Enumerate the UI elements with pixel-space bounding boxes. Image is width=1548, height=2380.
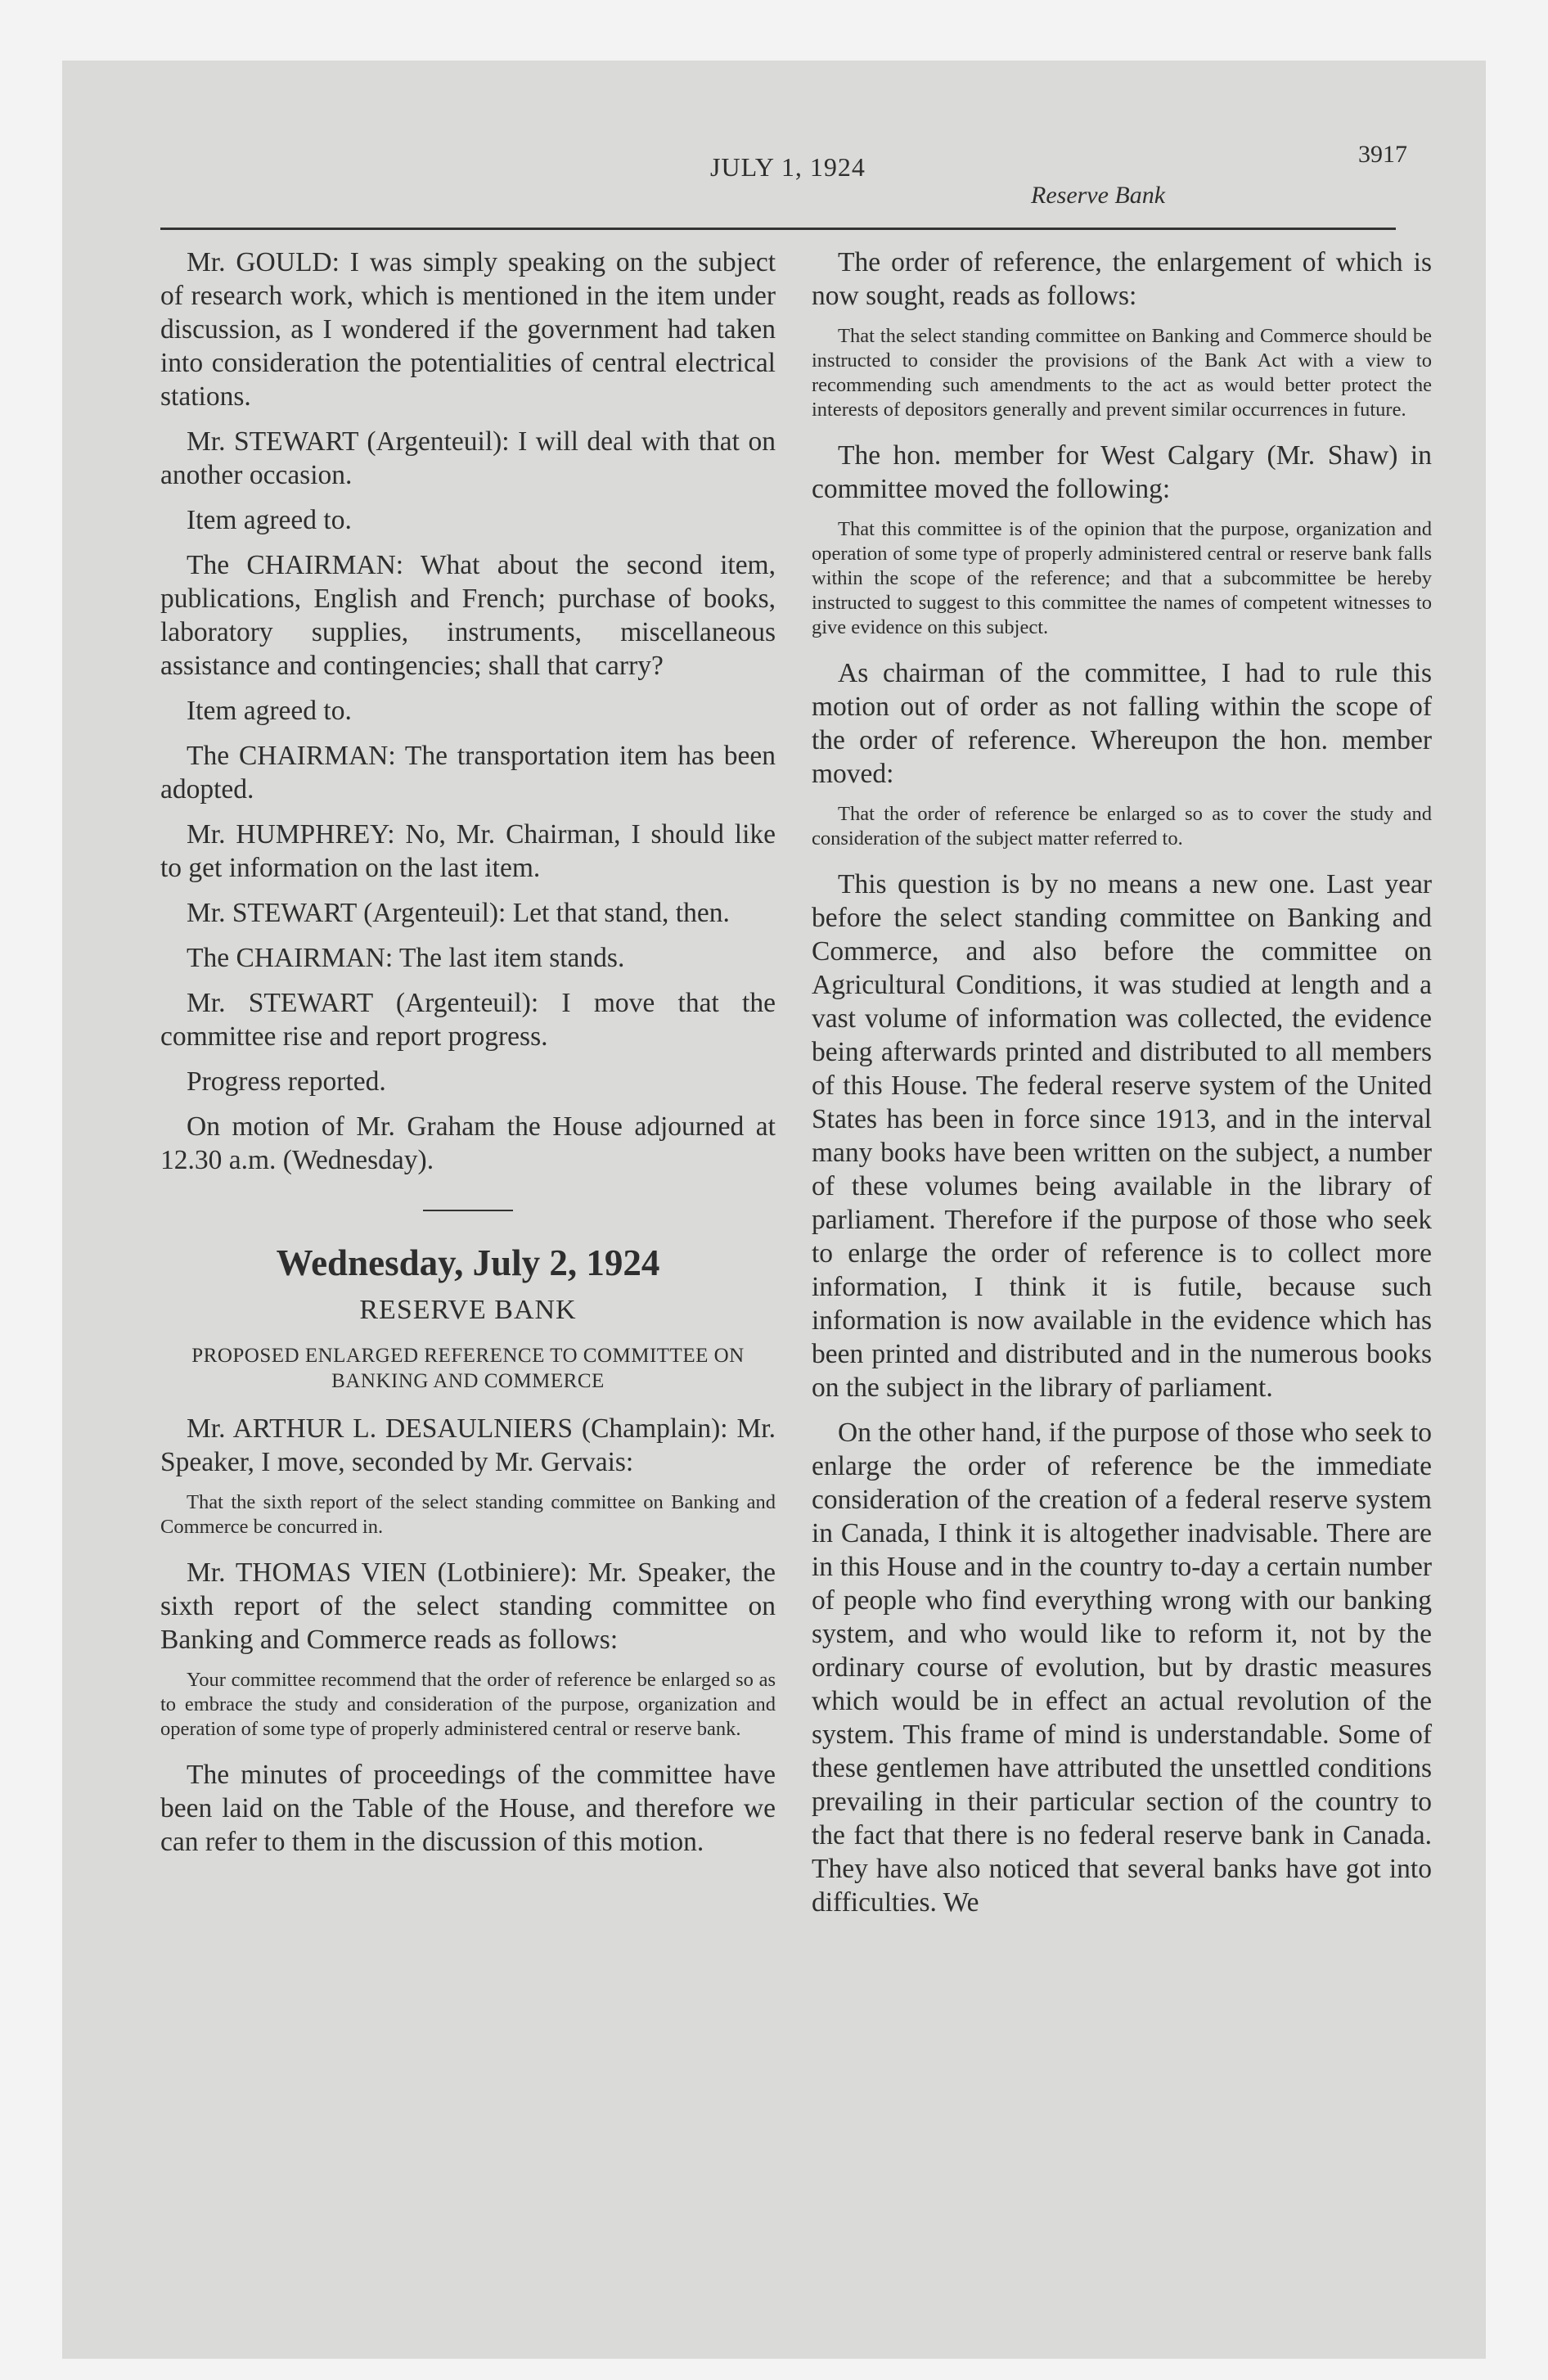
quoted-motion: That this committee is of the opinion that the purpose, organization and operation of some type of properly administered central or reserve bank falls within the scope of the reference; and that a subcommittee be hereby instructed to suggest to this committee the names of competent witnesses to give evidence on this subject. — [812, 518, 1432, 638]
paragraph: Mr. STEWART (Argenteuil): Let that stand, then. — [187, 898, 730, 928]
header-rule — [160, 228, 1396, 230]
paragraph: Mr. HUMPHREY: No, Mr. Chairman, I should like to get information on the last item. — [160, 819, 776, 883]
paragraph: Mr. GOULD: I was simply speaking on the subject of research work, which is mentioned in the item under discussion, as I wondered if the government had taken into consideration the potentialities of central electrical stations. — [160, 247, 776, 412]
paragraph: This question is by no means a new one. Last year before the select standing committee on Banking and Commerce, and also before the committee on Agricultural Conditions, it was studied at length and a vast volume of information was collected, the evidence being afterwards printed and distributed to all members of this House. The federal reserve system of the United States has been in force since 1913, and in the interval many books have been written on the subject, a number of these volumes being available in the library of parliament. Therefore if the purpose of those who seek to enlarge the order of reference is to collect more information, I think it is futile, because such information is now available in the evidence which has been printed and distributed and in the numerous books on the subject in the library of parliament. — [812, 869, 1432, 1403]
quoted-report: Your committee recommend that the order of reference be enlarged so as to embrace the study and consideration of the purpose, organization and operation of some type of properly administered central or reserve bank. — [160, 1669, 776, 1740]
paragraph: Item agreed to. — [187, 505, 352, 535]
paragraph: On the other hand, if the purpose of those who seek to enlarge the order of reference be the immediate consideration of the creation of a federal reserve system in Canada, I think it is altogether inadvisable. There are in this House and in the country to-day a certain number of people who find everything wrong with our banking system, and who would like to reform it, not by the ordinary course of evolution, but by drastic measures which would be in effect an actual revolution of the system. This frame of mind is understandable. Some of these gentlemen have attributed the unsettled conditions prevailing in their particular section of the country to the fact that there is no federal reserve bank in Canada. They have also noticed that several banks have got into difficulties. We — [812, 1418, 1432, 1918]
paragraph: Mr. THOMAS VIEN (Lotbiniere): Mr. Speaker, the sixth report of the select standing committee on Banking and Commerce reads as follows: — [160, 1557, 776, 1655]
right-column — [812, 246, 1432, 1931]
paragraph: As chairman of the committee, I had to rule this motion out of order as not falling within the scope of the order of reference. Whereupon the hon. member moved: — [812, 658, 1432, 789]
paragraph: On motion of Mr. Graham the House adjourned at 12.30 a.m. (Wednesday). — [160, 1111, 776, 1175]
paragraph: The CHAIRMAN: What about the second item, publications, English and French; purchase of books, laboratory supplies, instruments, miscellaneous assistance and contingencies; shall that carry? — [160, 550, 776, 681]
paragraph: Mr. STEWART (Argenteuil): I will deal with that on another occasion. — [160, 426, 776, 490]
day-heading: Wednesday, July 2, 1924 — [276, 1242, 660, 1283]
paragraph: The CHAIRMAN: The last item stands. — [187, 943, 625, 973]
section-separator — [423, 1210, 513, 1211]
paragraph: Item agreed to. — [187, 696, 352, 726]
paragraph: Mr. ARTHUR L. DESAULNIERS (Champlain): Mr. Speaker, I move, seconded by Mr. Gervais: — [160, 1413, 776, 1477]
left-column — [160, 246, 776, 1870]
page-number: 3917 — [1358, 141, 1407, 168]
running-head-section: Reserve Bank — [1031, 182, 1166, 209]
paragraph: Progress reported. — [187, 1066, 386, 1097]
paragraph: The hon. member for West Calgary (Mr. Shaw) in committee moved the following: — [812, 440, 1432, 504]
subject-subheading: PROPOSED ENLARGED REFERENCE TO COMMITTEE ON BANKING AND COMMERCE — [191, 1345, 745, 1392]
paragraph: The CHAIRMAN: The transportation item has been adopted. — [160, 741, 776, 805]
quoted-motion: That the sixth report of the select standing committee on Banking and Commerce be concurred in. — [160, 1491, 776, 1538]
subject-heading: RESERVE BANK — [359, 1295, 577, 1325]
quoted-reference: That the select standing committee on Banking and Commerce should be instructed to consider the provisions of the Bank Act with a view to recommending such amendments to the act as would better protect the interests of depositors generally and prevent similar occurrences in future. — [812, 325, 1432, 421]
running-head-date: JULY 1, 1924 — [710, 152, 866, 182]
paragraph: The minutes of proceedings of the committee have been laid on the Table of the House, and therefore we can refer to them in the discussion of this motion. — [160, 1760, 776, 1857]
paragraph: Mr. STEWART (Argenteuil): I move that the committee rise and report progress. — [160, 988, 776, 1052]
quoted-motion: That the order of reference be enlarged so as to cover the study and consideration of the subject matter referred to. — [812, 803, 1432, 850]
paragraph: The order of reference, the enlargement of which is now sought, reads as follows: — [812, 247, 1432, 311]
